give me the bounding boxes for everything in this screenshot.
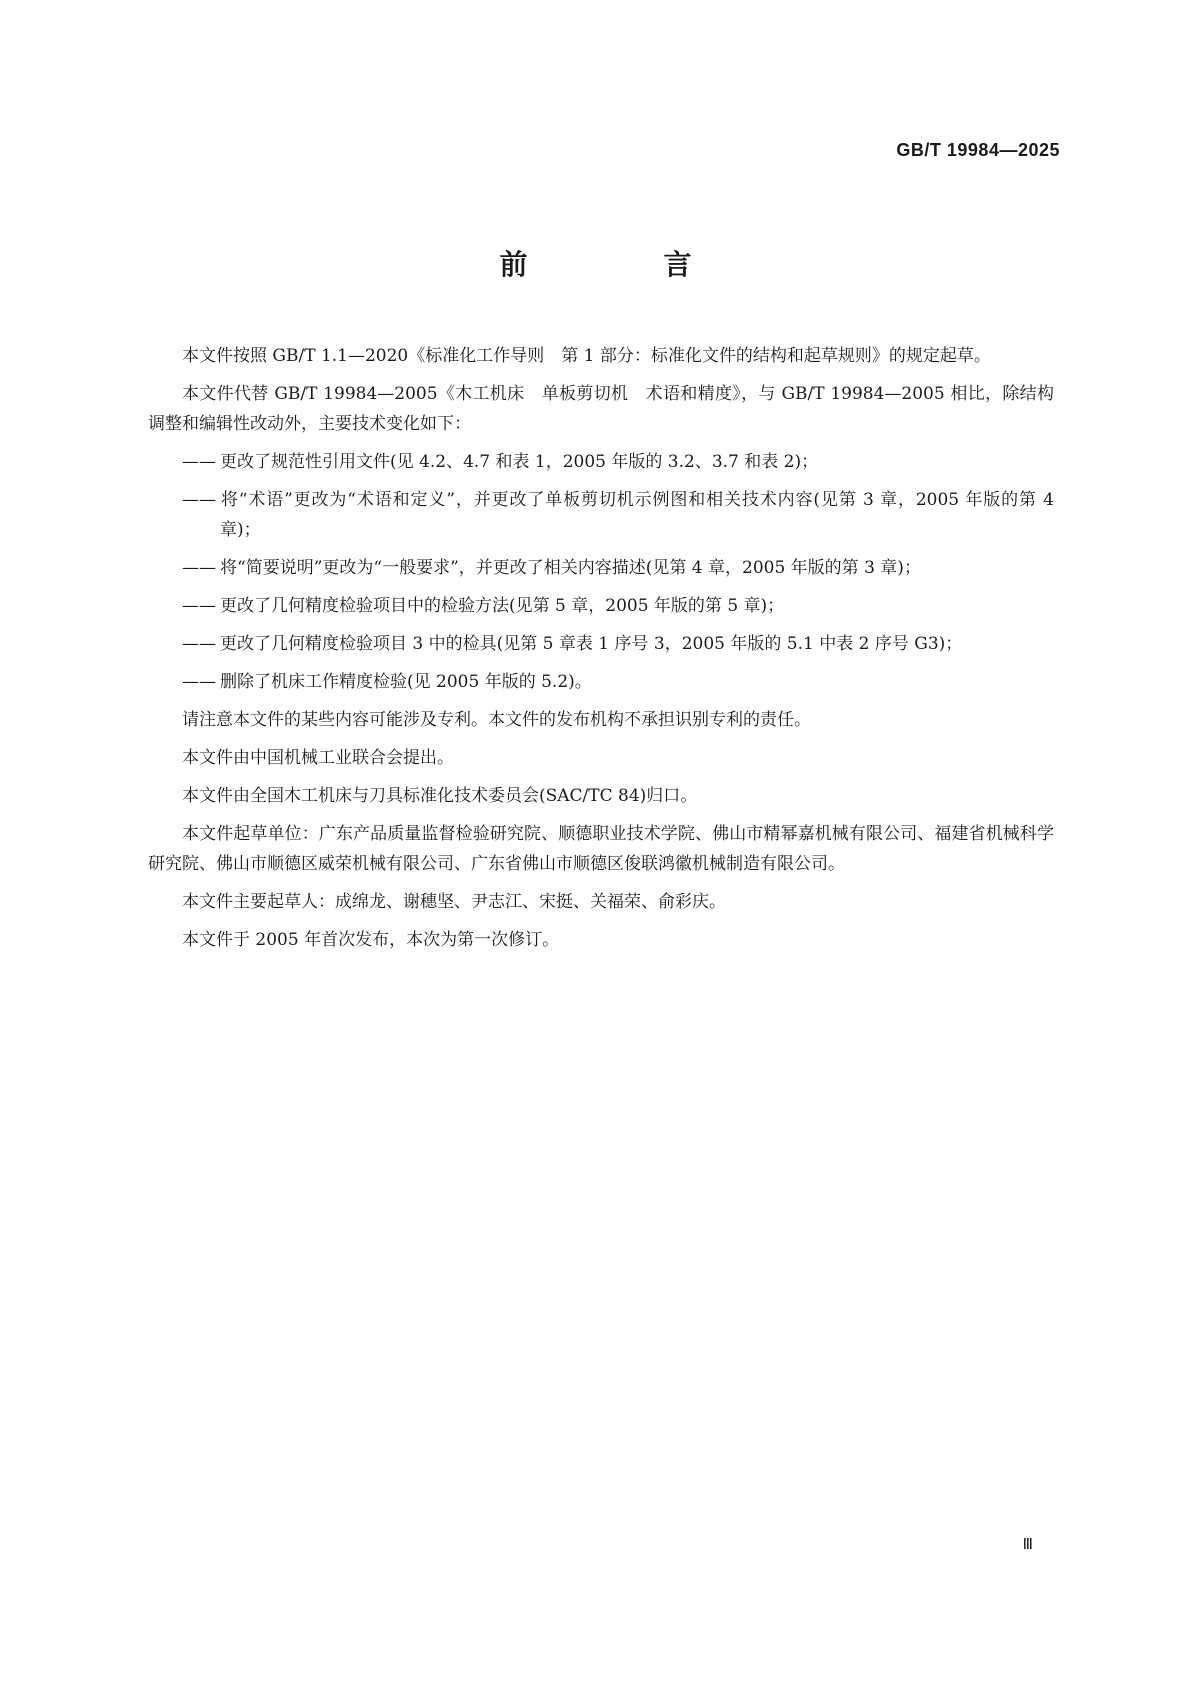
paragraph-drafting-rules: 本文件按照 GB/T 1.1—2020《标准化工作导则 第 1 部分：标准化文件的结构和起草规则》的规定起草。 xyxy=(182,346,991,366)
list-item: —— 删除了机床工作精度检验(见 2005 年版的 5.2)。 xyxy=(182,672,592,692)
list-item-text: 更改了规范性引用文件(见 4.2、4.7 和表 1，2005 年版的 3.2、3.7 和表 2)； xyxy=(220,452,819,472)
page-title: 前 言 xyxy=(499,248,746,281)
list-item-text: 更改了几何精度检验项目 3 中的检具(见第 5 章表 1 序号 3，2005 年版的 5.1 中表 2 序号 G3)； xyxy=(220,634,963,654)
paragraph-replacement: 本文件代替 GB/T 19984—2005《木工机床 单板剪切机 术语和精度》，与 GB/T 19984—2005 相比，除结构调整和编辑性改动外，主要技术变化如下： xyxy=(148,384,1054,434)
list-item: —— 更改了规范性引用文件(见 4.2、4.7 和表 1，2005 年版的 3.2、3.7 和表 2)； xyxy=(182,452,819,472)
paragraph-proposer: 本文件由中国机械工业联合会提出。 xyxy=(182,748,454,768)
standard-code: GB/T 19984—2025 xyxy=(896,140,1060,160)
paragraph-drafters: 本文件主要起草人：成绵龙、谢穗坚、尹志江、宋挺、关福荣、俞彩庆。 xyxy=(182,892,726,912)
paragraph-history: 本文件于 2005 年首次发布，本次为第一次修订。 xyxy=(182,930,560,950)
list-item-text: 更改了几何精度检验项目中的检验方法(见第 5 章，2005 年版的第 5 章)； xyxy=(220,596,785,616)
list-item: —— 更改了几何精度检验项目中的检验方法(见第 5 章，2005 年版的第 5 章)； xyxy=(182,596,785,616)
preface-body xyxy=(148,341,1054,963)
page-number: Ⅲ xyxy=(1022,1537,1033,1553)
list-item: —— 将“简要说明”更改为“一般要求”，并更改了相关内容描述(见第 4 章，2005 年版的第 3 章)； xyxy=(182,558,921,578)
paragraph-patent-notice: 请注意本文件的某些内容可能涉及专利。本文件的发布机构不承担识别专利的责任。 xyxy=(182,710,811,730)
list-item-text: 将“简要说明”更改为“一般要求”，并更改了相关内容描述(见第 4 章，2005 年版的第 3 章)； xyxy=(220,558,921,578)
list-item-text: 将“术语”更改为“术语和定义”，并更改了单板剪切机示例图和相关技术内容(见第 3 章，2005 年版的第 4 章)； xyxy=(220,490,1054,540)
list-item: —— 将“术语”更改为“术语和定义”，并更改了单板剪切机示例图和相关技术内容(见第 3 章，2005 年版的第 4 章)； xyxy=(182,490,1054,540)
list-item: —— 更改了几何精度检验项目 3 中的检具(见第 5 章表 1 序号 3，2005 年版的 5.1 中表 2 序号 G3)； xyxy=(182,634,963,654)
paragraph-committee: 本文件由全国木工机床与刀具标准化技术委员会(SAC/TC 84)归口。 xyxy=(182,786,698,806)
paragraph-drafting-units: 本文件起草单位：广东产品质量监督检验研究院、顺德职业技术学院、佛山市精幂嘉机械有限公司、福建省机械科学研究院、佛山市顺德区威荣机械有限公司、广东省佛山市顺德区俊联鸿徽机械制造有限公司。 xyxy=(148,824,1054,874)
list-item-text: 删除了机床工作精度检验(见 2005 年版的 5.2)。 xyxy=(220,672,592,692)
